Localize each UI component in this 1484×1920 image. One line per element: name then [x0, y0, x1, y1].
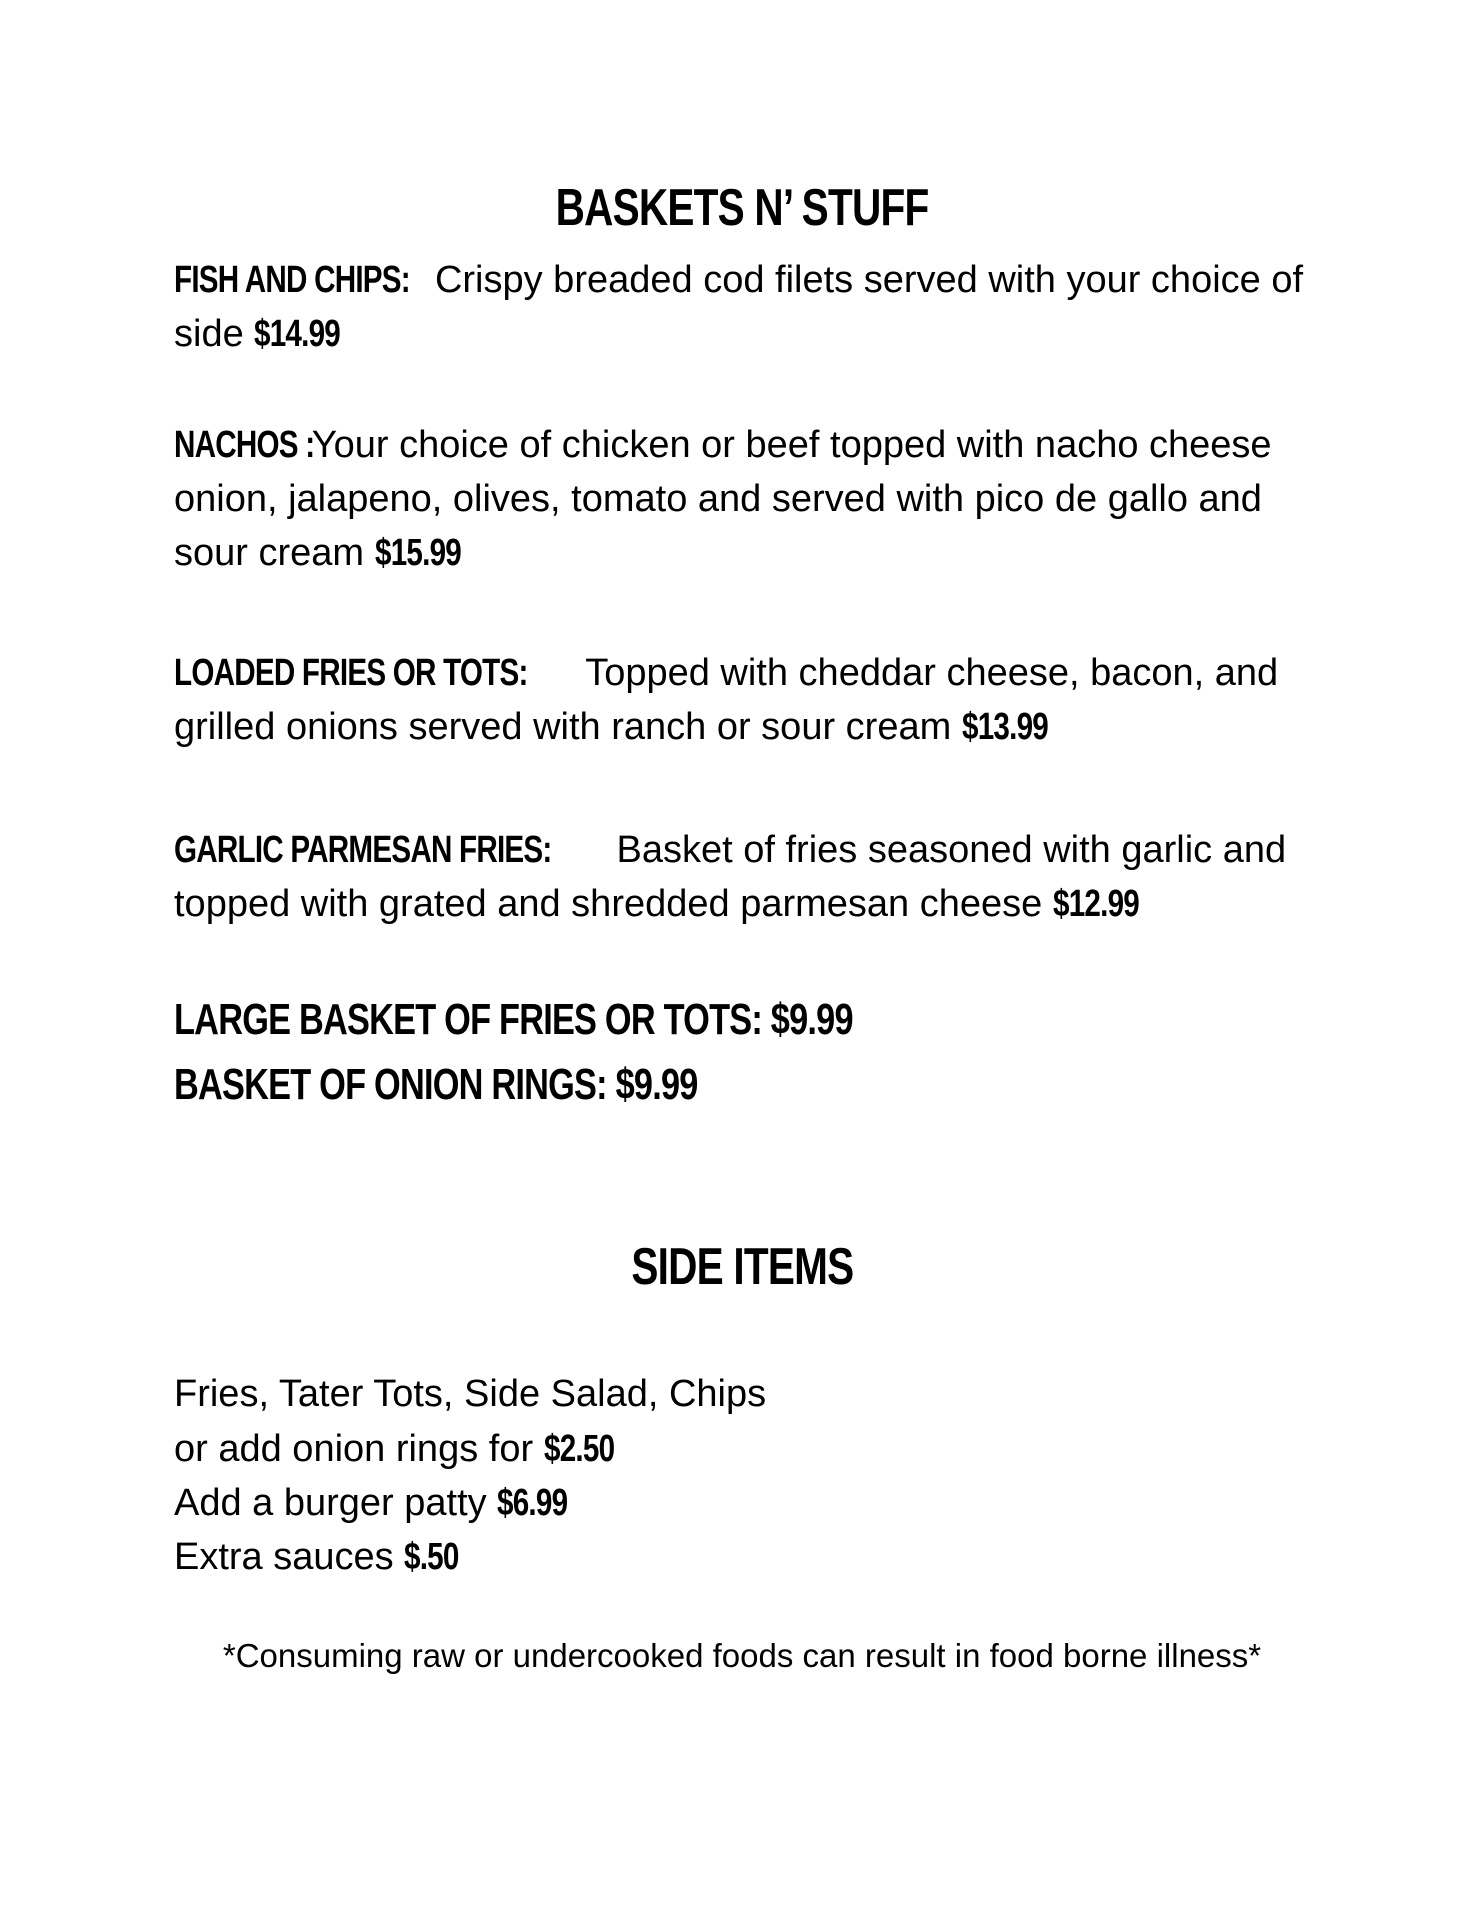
menu-item-loaded-fries [174, 646, 1324, 754]
menu-item-large-basket: LARGE BASKET OF FRIES OR TOTS: $9.99 [174, 995, 853, 1044]
item-price: $14.99 [254, 313, 341, 355]
item-name: NACHOS : [174, 424, 315, 466]
side-price: $2.50 [543, 1428, 614, 1470]
side-item-line: or add onion rings for $2.50 [174, 1422, 634, 1476]
menu-item-onion-rings: BASKET OF ONION RINGS: $9.99 [174, 1060, 698, 1109]
item-description: Basket of fries seasoned with garlic and topped with grated and shredded parmesan cheese [174, 829, 1287, 925]
side-price: $6.99 [497, 1482, 568, 1524]
item-name: GARLIC PARMESAN FRIES: [174, 829, 552, 871]
side-item-line: Extra sauces $.50 [174, 1530, 474, 1584]
item-price: $12.99 [1052, 883, 1139, 925]
food-safety-disclaimer: *Consuming raw or undercooked foods can result in food borne illness* [222, 1637, 1262, 1674]
item-price: $15.99 [374, 532, 461, 574]
item-name: FISH AND CHIPS: [174, 259, 410, 301]
menu-item-fish-and-chips [174, 253, 1324, 361]
menu-item-garlic-parmesan-fries [174, 823, 1324, 931]
item-description: Your choice of chicken or beef topped with nacho cheese onion, jalapeno, olives, tomato and served with pico de gallo and sour cream [174, 424, 1272, 574]
item-description: Crispy breaded cod filets served with your choice of side [174, 259, 1304, 355]
item-name: LOADED FRIES OR TOTS: [174, 652, 528, 694]
side-item-line: Fries, Tater Tots, Side Salad, Chips [174, 1373, 767, 1415]
side-item-line: Add a burger patty $6.99 [174, 1476, 587, 1530]
side-items-heading: SIDE ITEMS [630, 1238, 854, 1296]
item-price: $13.99 [961, 706, 1048, 748]
menu-item-nachos [174, 418, 1324, 580]
item-description: Topped with cheddar cheese, bacon, and grilled onions served with ranch or sour cream [174, 652, 1279, 748]
baskets-heading: BASKETS N’ STUFF [555, 179, 929, 237]
side-price: $.50 [404, 1536, 459, 1578]
